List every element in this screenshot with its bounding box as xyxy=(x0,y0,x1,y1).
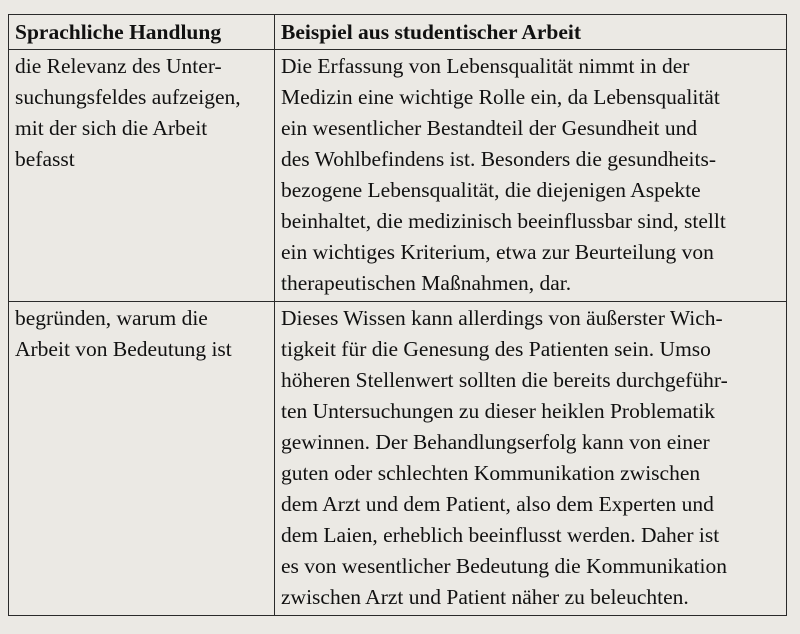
text-line: bezogene Lebensqualität, die diejenigen Aspekte xyxy=(281,178,701,202)
cell-beispiel xyxy=(275,302,787,616)
cell-handlung xyxy=(9,302,275,616)
text-line: suchungsfeldes aufzeigen, xyxy=(15,85,241,109)
examples-table xyxy=(8,14,787,616)
column-header-handlung: Sprachliche Handlung xyxy=(9,15,275,50)
table-row xyxy=(9,302,787,616)
text-line: die Relevanz des Unter- xyxy=(15,54,222,78)
text-line: des Wohlbefindens ist. Besonders die gesundheits- xyxy=(281,147,716,171)
text-line: mit der sich die Arbeit xyxy=(15,116,208,140)
text-line: Die Erfassung von Lebensqualität nimmt in der xyxy=(281,54,690,78)
text-line: höheren Stellenwert sollten die bereits durchgeführ- xyxy=(281,368,728,392)
table-header-row xyxy=(9,15,787,50)
text-line: dem Arzt und dem Patient, also dem Experten und xyxy=(281,492,714,516)
cell-handlung xyxy=(9,50,275,302)
text-line: therapeutischen Maßnahmen, dar. xyxy=(281,271,572,295)
text-line: guten oder schlechten Kommunikation zwischen xyxy=(281,461,701,485)
text-line: dem Laien, erheblich beeinflusst werden. Daher ist xyxy=(281,523,720,547)
text-line: Arbeit von Bedeutung ist xyxy=(15,337,232,361)
cell-beispiel xyxy=(275,50,787,302)
text-line: ein wichtiges Kriterium, etwa zur Beurteilung von xyxy=(281,240,714,264)
text-line: tigkeit für die Genesung des Patienten sein. Umso xyxy=(281,337,711,361)
text-line: beinhaltet, die medizinisch beeinflussbar sind, stellt xyxy=(281,209,726,233)
text-line: gewinnen. Der Behandlungserfolg kann von einer xyxy=(281,430,710,454)
text-line: befasst xyxy=(15,147,75,171)
text-line: es von wesentlicher Bedeutung die Kommunikation xyxy=(281,554,728,578)
text-line: begründen, warum die xyxy=(15,306,208,330)
text-line: ten Untersuchungen zu dieser heiklen Problematik xyxy=(281,399,716,423)
text-line: zwischen Arzt und Patient näher zu beleuchten. xyxy=(281,585,689,609)
table-row xyxy=(9,50,787,302)
text-line: ein wesentlicher Bestandteil der Gesundheit und xyxy=(281,116,698,140)
column-header-beispiel: Beispiel aus studentischer Arbeit xyxy=(275,15,787,50)
text-line: Medizin eine wichtige Rolle ein, da Lebensqualität xyxy=(281,85,720,109)
text-line: Dieses Wissen kann allerdings von äußerster Wich- xyxy=(281,306,723,330)
